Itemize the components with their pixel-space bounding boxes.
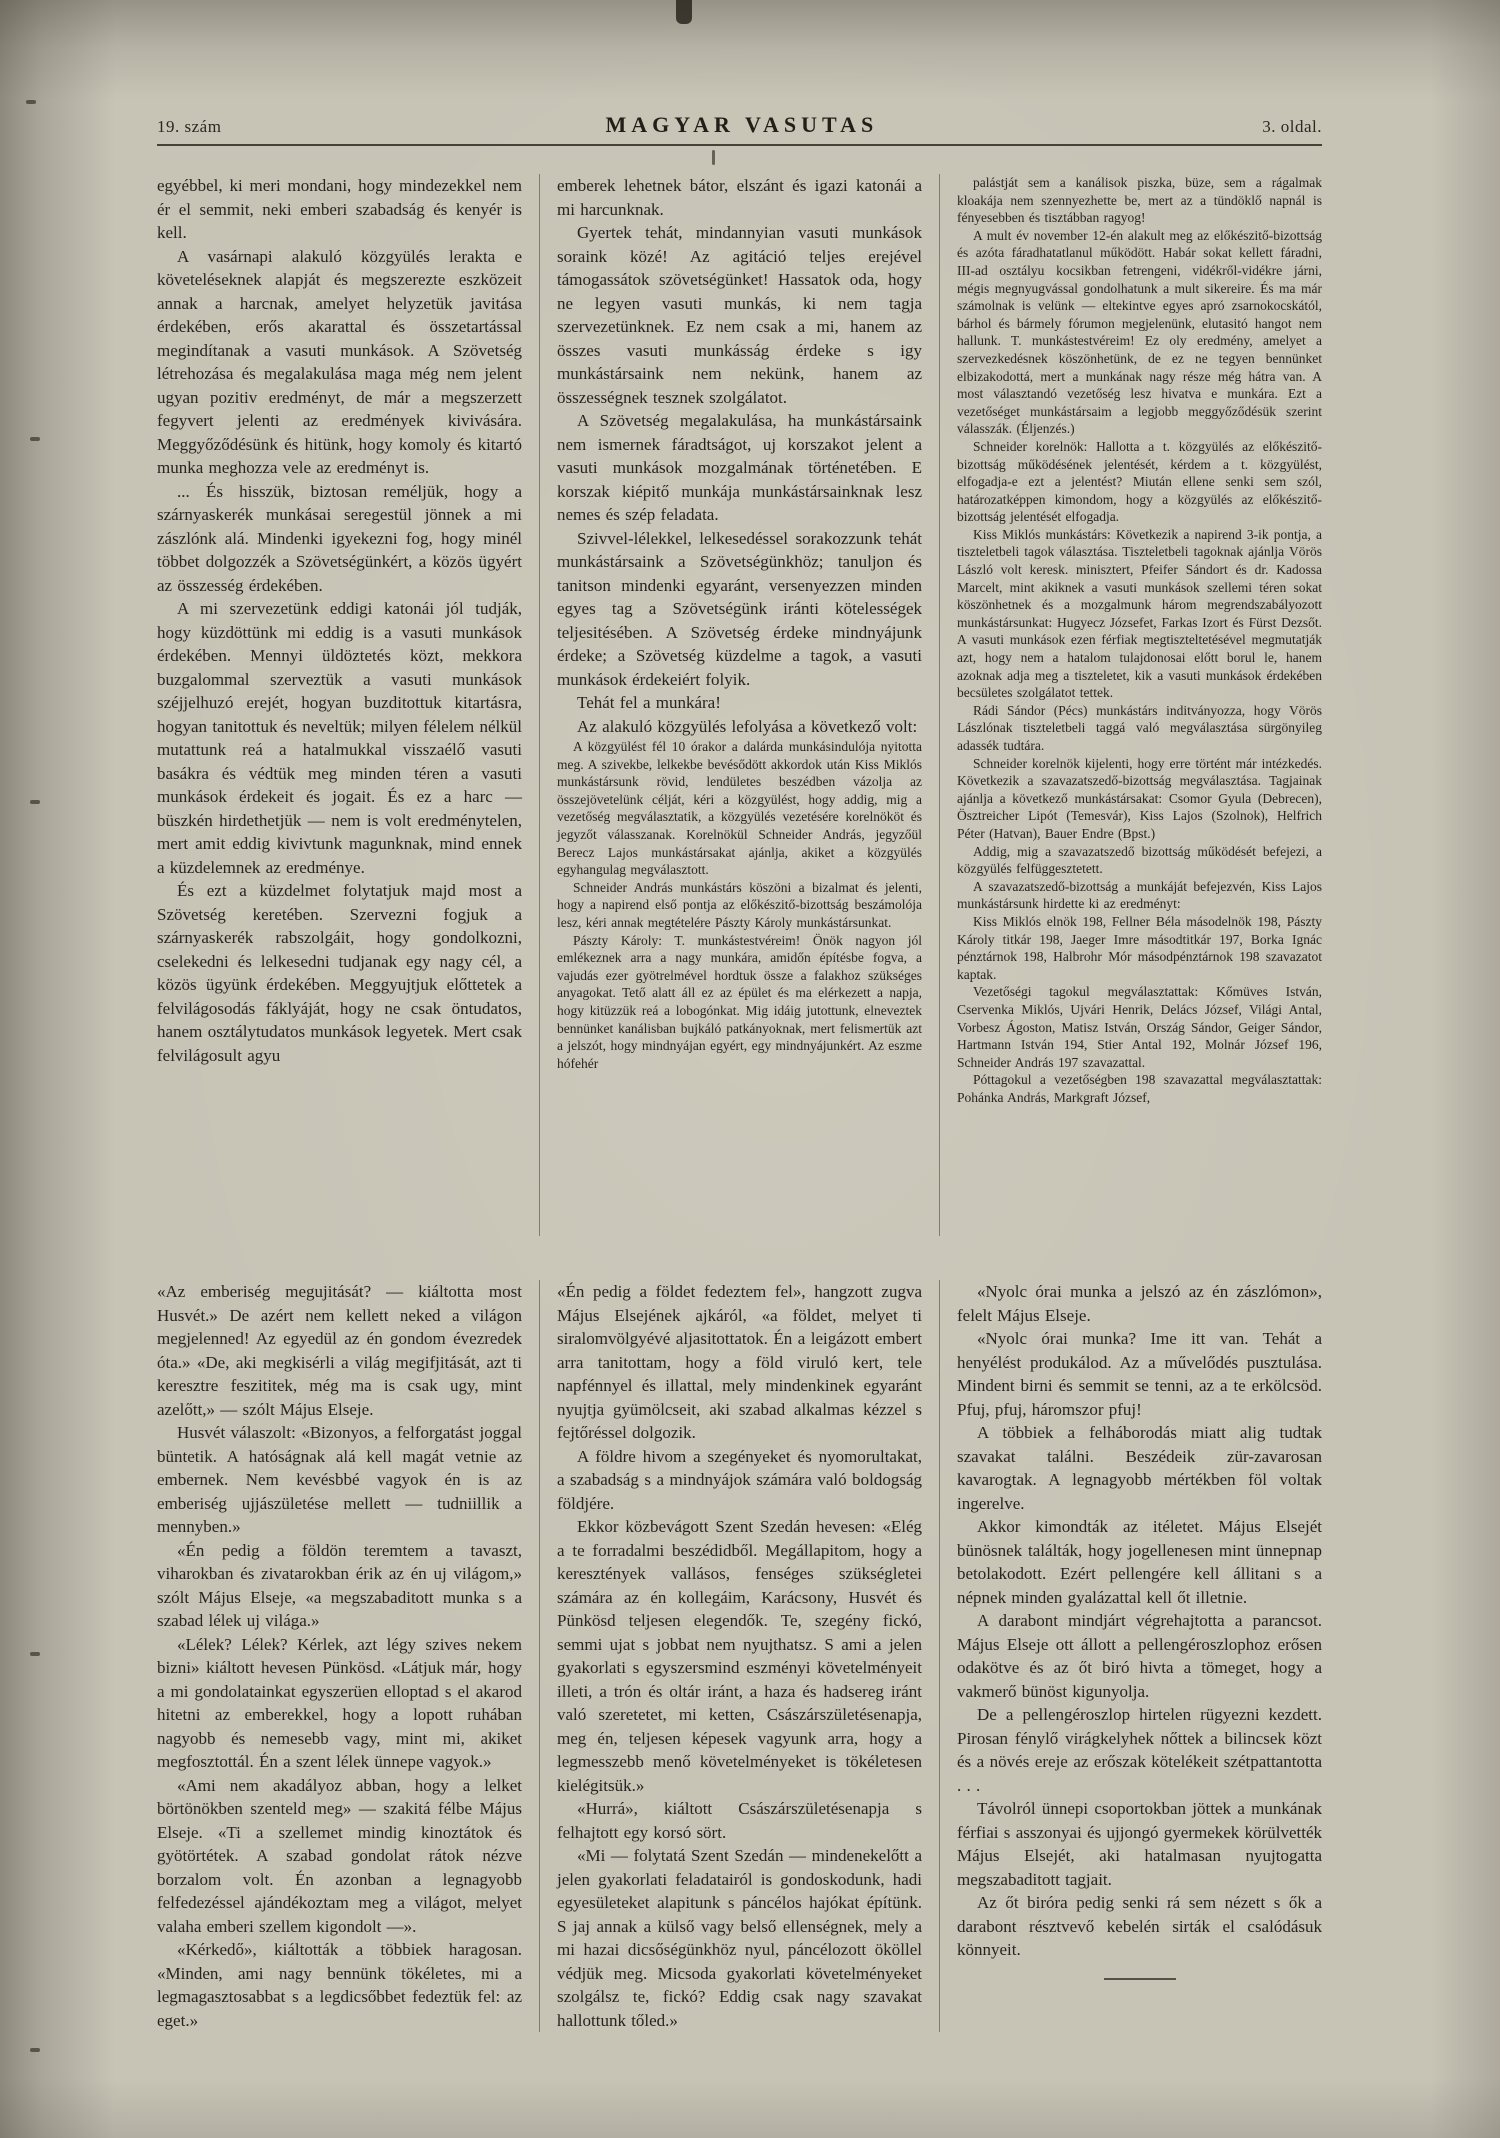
fold-mark	[30, 437, 40, 441]
paragraph: Távolról ünnepi csoportokban jöttek a munkának férfiai s asszonyai és ujjongó gyermekek körülvették Május Elsejét, aki hatalmasan nyujtogatta megszabaditott tagjait.	[957, 1799, 1322, 1889]
paragraph: Az alakuló közgyülés lefolyása a következő volt:	[577, 716, 918, 736]
paragraph: Akkor kimondták az itéletet. Május Elsejét bünösnek találták, hogy jogellenesen mint ünnepnap betolakodott. Ezért pellengére kell állitani s a népnek minden gyalázattal kell őt illetnie.	[957, 1517, 1322, 1607]
paragraph: «Én pedig a földön teremtem a tavaszt, viharokban és zivatarokban érik az én uj világom,» szólt Május Elseje, «a megszabaditott munka s a szabad lélek uj világa.»	[157, 1540, 522, 1630]
paragraph: «Nyolc órai munka? Ime itt van. Tehát a henyélést produkálod. Az a művelődés pusztulása. Mindent birni és semmit se tenni, az a te erkölcsöd. Pfuj, pfuj, háromszor pfuj!	[957, 1329, 1322, 1419]
bottom-section	[157, 1280, 1322, 2032]
paragraph: Schneider korelnök: Hallotta a t. közgyülés az előkészitő-bizottság működésének jelentését, kérdem a t. közgyülést, elfogadja-e ezt a jelentést? Miután ellene senki sem szól, határozatképpen kimondom, hogy a közgyülés az előkészitő-bizottság jelentését elfogadja.	[957, 438, 1322, 525]
paragraph: «Ami nem akadályoz abban, hogy a lelket börtönökben szenteld meg» — szakitá félbe Május Elseje. «Ti a szellemet mindig kinoztátok és gyötörtétek. A szabad gondolat rátok nézve borzalom volt. Én azonban a legnagyobb felfedezéssel ajándékoztam meg a világot, melyet valaha emberi szellem kigondolt —».	[157, 1775, 522, 1936]
paragraph: palástját sem a kanálisok piszka, büze, sem a rágalmak kloakája nem szennyezhette be, mert az a tündöklő napnál is fényesebben és tisztábban ragyog!	[957, 175, 1322, 226]
bottom-column-3	[939, 1280, 1322, 2032]
fold-mark	[26, 100, 36, 104]
paragraph: És ezt a küzdelmet folytatjuk majd most a Szövetség keretében. Szervezni fogjuk a szárnyaskerék rabszolgáit, hogy gondolkozni, cselekedni és lelkesedni tudjanak egy nagy cél, a közös ügyünk érdekében. Meggyujtjuk előttetek a felvilágosodás fáklyáját, hogy ne csak öntudatos, hanem osztálytudatos munkások legyetek. Mert csak felvilágosult agyu	[157, 881, 522, 1065]
newspaper-title: MAGYAR VASUTAS	[605, 112, 879, 137]
fold-mark	[30, 800, 40, 804]
paragraph: Szivvel-lélekkel, lelkesedéssel sorakozzunk tehát munkástársaink a Szövetségünkhöz; tanuljon és tanitson mindenki egyaránt, versenyezzen minden egyes tag a Szövetségünk iránti kötelességek teljesitésében. A Szövetség érdeke mindnyájunk érdeke; a Szövetség küzdelme a tagok, a vasuti munkások érdekeiért folyik.	[557, 528, 922, 689]
paragraph: De a pellengéroszlop hirtelen rügyezni kezdett. Pirosan fénylő virágkelyhek nőttek a bilincsek közt és a növés ereje az erőszak kötelékeit szétpattantotta . . .	[957, 1705, 1322, 1795]
paragraph: Póttagokul a vezetőségben 198 szavazattal megválasztattak: Pohánka András, Markgraft József,	[957, 1072, 1322, 1105]
paragraph: Vezetőségi tagokul megválasztattak: Kőmüves István, Cservenka Miklós, Ujvári Henrik, Delács József, Világi Antal, Vorbesz Ágoston, Matisz István, Ország Sándor, Geiger Sándor, Hartmann István 194, Stier Antal 192, Molnár József 196, Schneider András 197 szavazattal.	[957, 984, 1322, 1070]
paragraph: Gyertek tehát, mindannyian vasuti munkások soraink közé! Az agitáció teljes erejével támogassátok szövetségünket! Hassatok oda, hogy ne legyen vasuti munkás, ki nem tagja szervezetünknek. Ez nem csak a mi, hanem az összes vasuti munkásság érdeke s igy munkástársaink nem nekünk, hanem az összességnek tesznek szolgálatot.	[557, 223, 922, 407]
paragraph: Kiss Miklós elnök 198, Fellner Béla másodelnök 198, Pászty Károly titkár 198, Jaeger Imre másodtitkár 197, Borka Ignác pénztárnok 198, Halbrohr Mór másodpénztárnok 198 szavazatot kaptak.	[957, 913, 1322, 982]
paragraph: «Hurrá», kiáltott Császárszületésenapja s felhajtott egy korsó sört.	[557, 1799, 922, 1842]
page-header	[157, 112, 1322, 138]
paragraph: Husvét válaszolt: «Bizonyos, a felforgatást joggal büntetik. A hatóságnak alá kell magát vetnie az embernek. Nem kevésbbé vagyok én is az emberiség ujjászületése mellett — tudniillik a mennyben.»	[157, 1423, 522, 1536]
paragraph: «Én pedig a földet fedeztem fel», hangzott zugva Május Elsejének ajkáról, «a földet, melyet ti siralomvölgyévé aljasitottatok. Én a leigázott embert arra tanitottam, hogy a föld viruló kert, tele napfénnyel és illattal, mely mindenkinek egyaránt nyujtja gyümölcseit, aki szabad alkalmas kézzel s fejtőréssel dolgozik.	[557, 1282, 922, 1442]
paragraph: A mi szervezetünk eddigi katonái jól tudják, hogy küzdöttünk mi eddig is a vasuti munkások érdekében. Mennyi üldöztetés közt, mekkora buzgalommal szerveztük a vasuti munkások széjjelhuzó erejét, hogyan buzditottuk kitartásra, hogyan tanitottuk és neveltük; milyen félelem nélkül mutattunk reá a hatalmukkal visszaélő vasuti basákra és védtük meg minden téren a vasuti munkások érdekeit és jogait. És ez a harc — büszkén hirdethetjük — nem is volt eredménytelen, mert amit eddig kivivtunk magunknak, mind ennek a küzdelemnek az eredménye.	[157, 599, 522, 877]
paragraph: Tehát fel a munkára!	[577, 693, 721, 712]
registration-tick	[712, 150, 715, 165]
top-section	[157, 174, 1322, 1236]
header-rule	[157, 144, 1322, 146]
paragraph: Pászty Károly: T. munkástestvéreim! Önök nagyon jól emlékeznek arra a nagy munkára, amidőn építésbe fogva, a vajudás ezer gyötrelmével hordtuk össze a falakhoz szükséges anyagokat. Tető alatt áll ez az épület és ma elérkezett a napja, hogy kitüzzük reá a lobogónkat. Mig idáig jutottunk, elneveztek bennünket kanálisban bujkáló patkányoknak, mert felismertük azt a jelszót, hogy mindnyájan egyért, egy mindnyájunkért. Az eszme hófehér	[557, 932, 922, 1071]
paragraph: A Szövetség megalakulása, ha munkástársaink nem ismernek fáradtságot, uj korszakot jelent a vasuti munkások mozgalmának történetében. E korszak kiépitő munkája munkástársainknak lesz nemes és szép feladata.	[557, 411, 922, 524]
paragraph: Az őt biróra pedig senki rá sem nézett s ők a darabont résztvevő kebelén sirták el csalódásuk könnyeit.	[957, 1893, 1322, 1959]
end-of-article-rule	[1104, 1978, 1176, 1980]
paragraph: egyébbel, ki meri mondani, hogy mindezekkel nem ér el semmit, neki emberi szabadság és kenyér is kell.	[157, 176, 522, 242]
page-number: 3. oldal.	[1262, 117, 1322, 136]
paragraph: emberek lehetnek bátor, elszánt és igazi katonái a mi harcunknak.	[557, 176, 922, 219]
top-column-2	[539, 174, 939, 1236]
paragraph: «Nyolc órai munka a jelszó az én zászlómon», felelt Május Elseje.	[957, 1282, 1322, 1325]
paragraph: Addig, mig a szavazatszedő bizottság működését befejezi, a közgyülés felfüggesztetett.	[957, 843, 1322, 877]
paragraph: A mult év november 12-én alakult meg az előkészitő-bizottság és azóta fáradhatatlanul működött. Habár sokat kellett fáradni, III-ad osztályu kocsikban fetrengeni, vidékről-vidékre járni, mégis megnyugvással gondolhatunk a mult sikereire. És ma már számolnak is velünk — eltekintve egyes apró zsarnokocskától, bárhol és bármely fórumon megjelenünk, elutasitó hangot nem hallunk. T. munkástestvéreim! Ez oly eredmény, amelyet a szervezkedésnek köszönhetünk, de ez ne tegyen bennünket elbizakodottá, mert a munkának nagy része még hátra van. A most választandó vezetőség lesz hivatva e munkára. Ezt a vezetőséget munkástársaim a legjobb meggyőződésük szerint válasszák. (Éljenzés.)	[957, 227, 1322, 437]
paragraph: Kiss Miklós munkástárs: Következik a napirend 3-ik pontja, a tiszteletbeli tagok választása. Tiszteletbeli tagoknak ajánlja Vörös László volt keresk. minisztert, Pfeifer Sándort és dr. Kadossa Marcelt, mint akiknek a vasuti munkások szellemi téren sokat köszönhetnek és a mozgalmunk három megrendszabályozott munkástársunkat: Hugyecz Józsefet, Farkas Izort és Fürst Dezsőt. A vasuti munkások ezen férfiak megtiszteltetésével megmutatják azt, hogy nem a hatalom tulajdonosai előtt borul le, hanem azoknak adja meg a tiszteletet, kik a vasuti munkások érdekében becsületes szolgálatot tettek.	[957, 526, 1322, 701]
paragraph: Rádi Sándor (Pécs) munkástárs inditványozza, hogy Vörös Lászlónak tiszteletbeli taggá való megválasztása sürgönyileg adassék tudtára.	[957, 702, 1322, 753]
paragraph: A földre hivom a szegényeket és nyomorultakat, a szabadság s a mindnyájok számára való boldogság földjére.	[557, 1446, 922, 1513]
fold-mark	[30, 1652, 40, 1656]
fold-mark	[30, 2048, 40, 2052]
paragraph: Schneider András munkástárs köszöni a bizalmat és jelenti, hogy a napirend első pontja az előkészitő-bizottság beszámolója lesz, kéri annak megtételére Pászty Károly munkástársunkat.	[557, 879, 922, 930]
paragraph: A többiek a felháborodás miatt alig tudtak szavakat találni. Beszédeik zür-zavarosan kavarogtak. A legnagyobb mértékben föl voltak ingerelve.	[957, 1423, 1322, 1513]
top-column-3	[939, 174, 1322, 1236]
paragraph: Schneider korelnök kijelenti, hogy erre történt már intézkedés. Következik a szavazatszedő-bizottság megválasztása. Tagjainak ajánlja a következő munkástársakat: Csomor Gyula (Debrecen), Ösztreicher Lipót (Temesvár), Kiss Lajos (Szolnok), Helfrich Péter (Hatvan), Bauer Endre (Bpst.)	[957, 755, 1322, 841]
issue-number: 19. szám	[157, 117, 222, 136]
bottom-column-2	[539, 1280, 939, 2032]
paragraph: A szavazatszedő-bizottság a munkáját befejezvén, Kiss Lajos munkástársunk hirdette ki az eredményt:	[957, 878, 1322, 912]
paragraph: «Kérkedő», kiáltották a többiek haragosan. «Minden, ami nagy bennünk tökéletes, mi a legmagasztosabbat s a legdicsőbbet fedeztük fel: az eget.»	[157, 1940, 522, 2030]
paragraph: A darabont mindjárt végrehajtotta a parancsot. Május Elseje ott állott a pellengéroszlophoz erősen odakötve és az őt biró hivta a tömeget, hogy a vakmerő bünöst kigunyolja.	[957, 1611, 1322, 1701]
paragraph: «Lélek? Lélek? Kérlek, azt légy szives nekem bizni» kiáltott hevesen Pünkösd. «Látjuk már, hogy a mi gondolatainkat egyszerüen elloptad s el akarod hitetni az emberekkel, hogy a lopott ruhában nagyobb és nemesebb vagy, mint mi, akiket megfosztottál. Én a szent lélek ünnepe vagyok.»	[157, 1634, 522, 1771]
top-column-1	[157, 174, 539, 1236]
scan-blemish	[676, 0, 692, 24]
paragraph: ... És hisszük, biztosan reméljük, hogy a szárnyaskerék munkásai seregestül jönnek a mi zászlónk alá. Mindenki igyekezni fog, hogy minél többet dolgozzék a Szövetségünkért, a közös ügyért az összesség érdekében.	[157, 481, 522, 595]
bottom-column-1	[157, 1280, 539, 2032]
paragraph: A közgyülést fél 10 órakor a dalárda munkásindulója nyitotta meg. A szivekbe, lelkekbe bevésődött akkordok után Kiss Miklós munkástársunk rövid, lendületes beszédben vázolja az összejövetelünk célját, kéri a közgyülést, hogy addig, mig a vezetőség megválasztatik, a közgyülés vezetésére korelnököt és jegyzőt válasszanak. Korelnökül Schneider András, jegyzőül Berecz Lajos munkástársakat ajánlja, akiket a közgyülés egyhangulag megválasztott.	[557, 739, 922, 878]
paragraph: Ekkor közbevágott Szent Szedán hevesen: «Elég a te forradalmi beszédidből. Megállapitom, hogy a keresztények vallásos, fenséges szükségletei számára az én kollegáim, Karácsony, Husvét és Pünkösd teljesen elegendők. Te, szegény fickó, semmi ujat s jobbat nem nyujthatsz. S ami a jelen gyakorlati s egyszersmind eszményi követelményeit illeti, a trón és oltár iránt, a haza és hadsereg iránt való szeretetet, mi ketten, Császárszületésenapja, meg én, teljesen képesek vagyunk arra, hogy a legmesszebb menő követelményeket is tökéletesen kielégitsük.»	[557, 1517, 922, 1795]
paragraph: «Mi — folytatá Szent Szedán — mindenekelőtt a jelen gyakorlati feladatairól is gondoskodunk, hadi egyesületeket alapitunk s páncélos hajókat építünk. S jaj annak a külső vagy belső ellenségnek, mely a mi hazai dicsőségünkhöz nyul, páncélozott ököllel védjük meg. Micsoda gyakorlati követelményeket szolgálsz te, fickó? Eddig csak nagy szavakat hallottunk tőled.»	[557, 1846, 922, 2030]
paragraph: «Az emberiség megujitását? — kiáltotta most Husvét.» De azért nem kellett neked a világon megjelenned! Az egyedül az én gondom évezredek óta.» «De, aki megkisérli a világ megifjitását, azt ti keresztre feszititek, még ma is csak ugy, mint azelőtt,» — szólt Május Elseje.	[157, 1282, 522, 1419]
paragraph: A vasárnapi alakuló közgyülés lerakta e követeléseknek alapját és megszerezte eszközeit annak a harcnak, amelyet helyzetük javitása érdekében, erős akarattal és összetartással megindítanak a vasuti munkások. A Szövetség létrehozása és megalakulása maga még nem jelent ugyan pozitiv eredményt, de már a megszerzett fegyvert jelenti az eredmények kivivására. Meggyőződésünk és hitünk, hogy komoly és kitartó munka meghozza vele az eredményt is.	[157, 246, 522, 477]
